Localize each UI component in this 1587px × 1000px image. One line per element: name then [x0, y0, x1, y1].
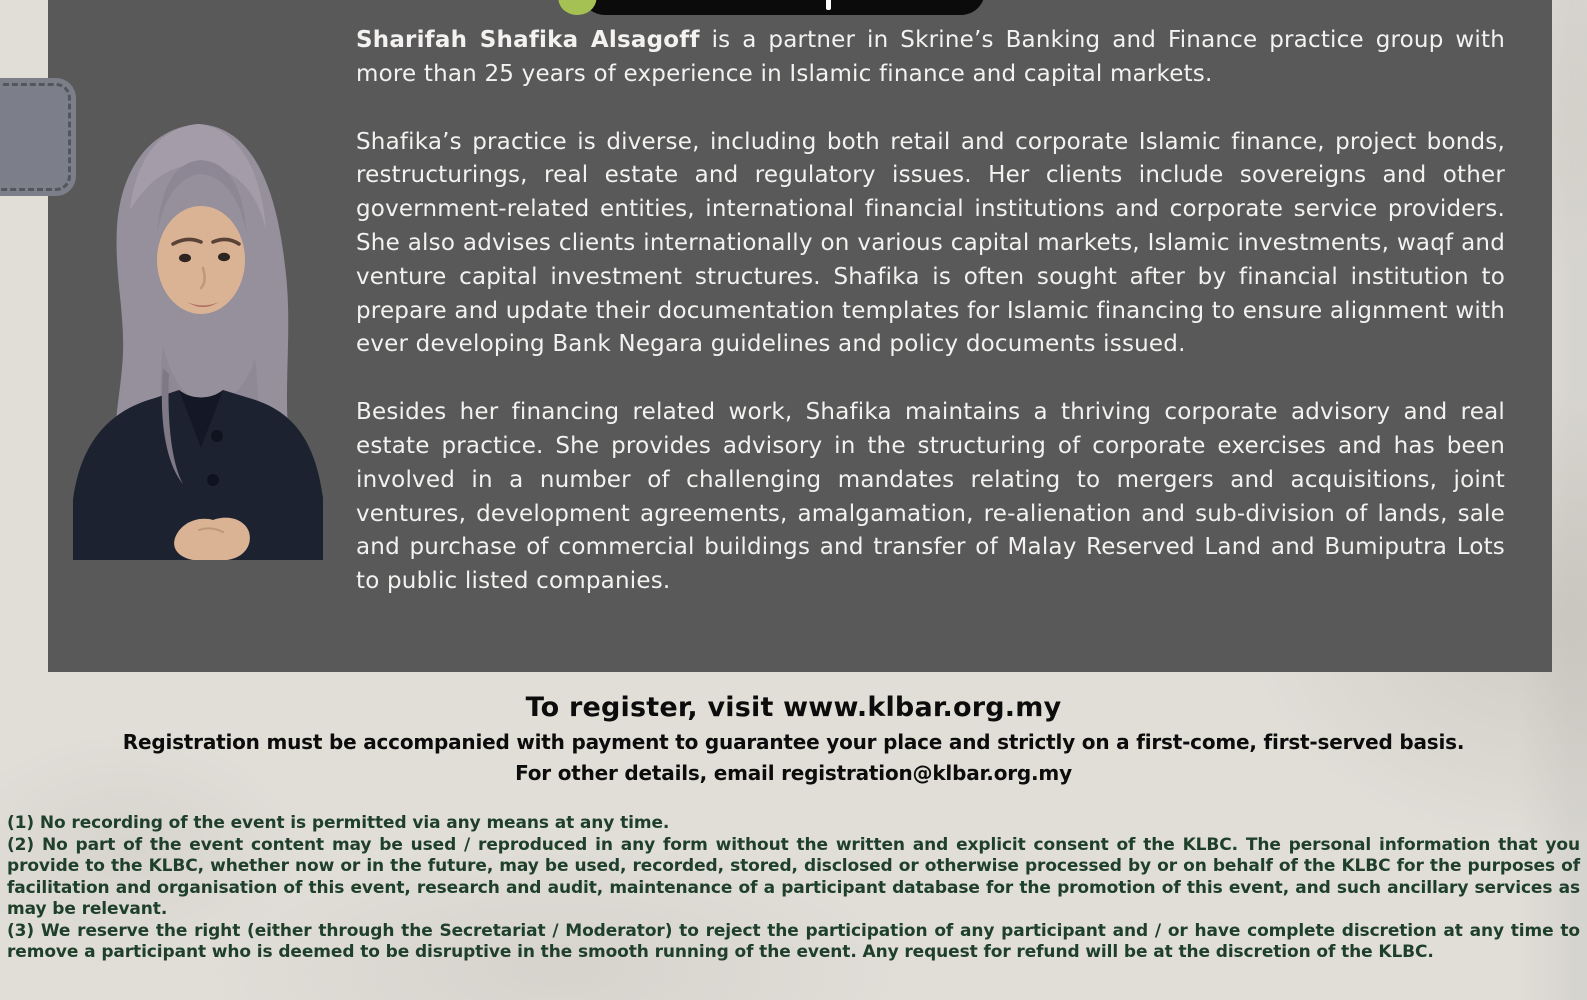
speaker-name: Sharifah Shafika Alsagoff	[356, 27, 700, 53]
speaker-photo	[59, 118, 337, 560]
bio-paragraph-2: Shafika’s practice is diverse, including both retail and corporate Islamic finance, project bonds, restructurings, real estate and regulatory issues. Her clients include sovereigns and other government-related entities, international financial institutions and corporate service providers. She also advises clients internationally on various capital markets, Islamic investments, waqf and venture capital investment structures. Shafika is often sought after by financial institution to prepare and update their documentation templates for Islamic financing to ensure alignment with ever developing Bank Negara guidelines and policy documents issued.	[356, 128, 1505, 358]
terms-item-2: (2) No part of the event content may be used / reproduced in any form without the written and explicit consent of the KLBC. The personal information that you provide to the KLBC, whether now or in the future, may be used, recorded, stored, disclosed or otherwise processed by or on behalf of the KLBC for the purposes of facilitation and organisation of this event, research and audit, maintenance of a participant database for the promotion of this event, and such ancillary services as may be relevant.	[7, 834, 1580, 919]
registration-payment-note: Registration must be accompanied with payment to guarantee your place and strictly on a first-come, first-served basis.	[122, 730, 1465, 754]
speaker-bio	[356, 24, 1505, 599]
bio-paragraph-1-text: is a partner in Skrine’s Banking and Finance practice group with more than 25 years of experience in Islamic finance and capital markets.	[356, 27, 1505, 87]
title-letter-fragment	[826, 0, 831, 10]
event-title-pill	[581, 0, 985, 15]
registration-email-note: For other details, email registration@klbar.org.my	[515, 761, 1072, 785]
terms-item-1: (1) No recording of the event is permitted via any means at any time.	[7, 813, 670, 833]
bio-paragraph-1	[356, 24, 1505, 92]
registration-heading: To register, visit www.klbar.org.my	[525, 692, 1062, 723]
terms-item-3: (3) We reserve the right (either through the Secretariat / Moderator) to reject the participation of any participant and / or have complete discretion at any time to remove a participant who is deemed to be disruptive in the smooth running of the event. Any request for refund will be at the discretion of the KLBC.	[7, 920, 1580, 962]
bio-paragraph-3: Besides her financing related work, Shafika maintains a thriving corporate advisory and real estate practice. She provides advisory in the structuring of corporate exercises and has been involved in a number of challenging mandates relating to mergers and acquisitions, joint ventures, development agreements, amalgamation, re-alienation and sub-division of lands, sale and purchase of commercial buildings and transfer of Malay Reserved Land and Bumiputra Lots to public listed companies.	[356, 399, 1505, 595]
terms-and-conditions	[7, 813, 1580, 964]
registration-block	[0, 692, 1587, 785]
